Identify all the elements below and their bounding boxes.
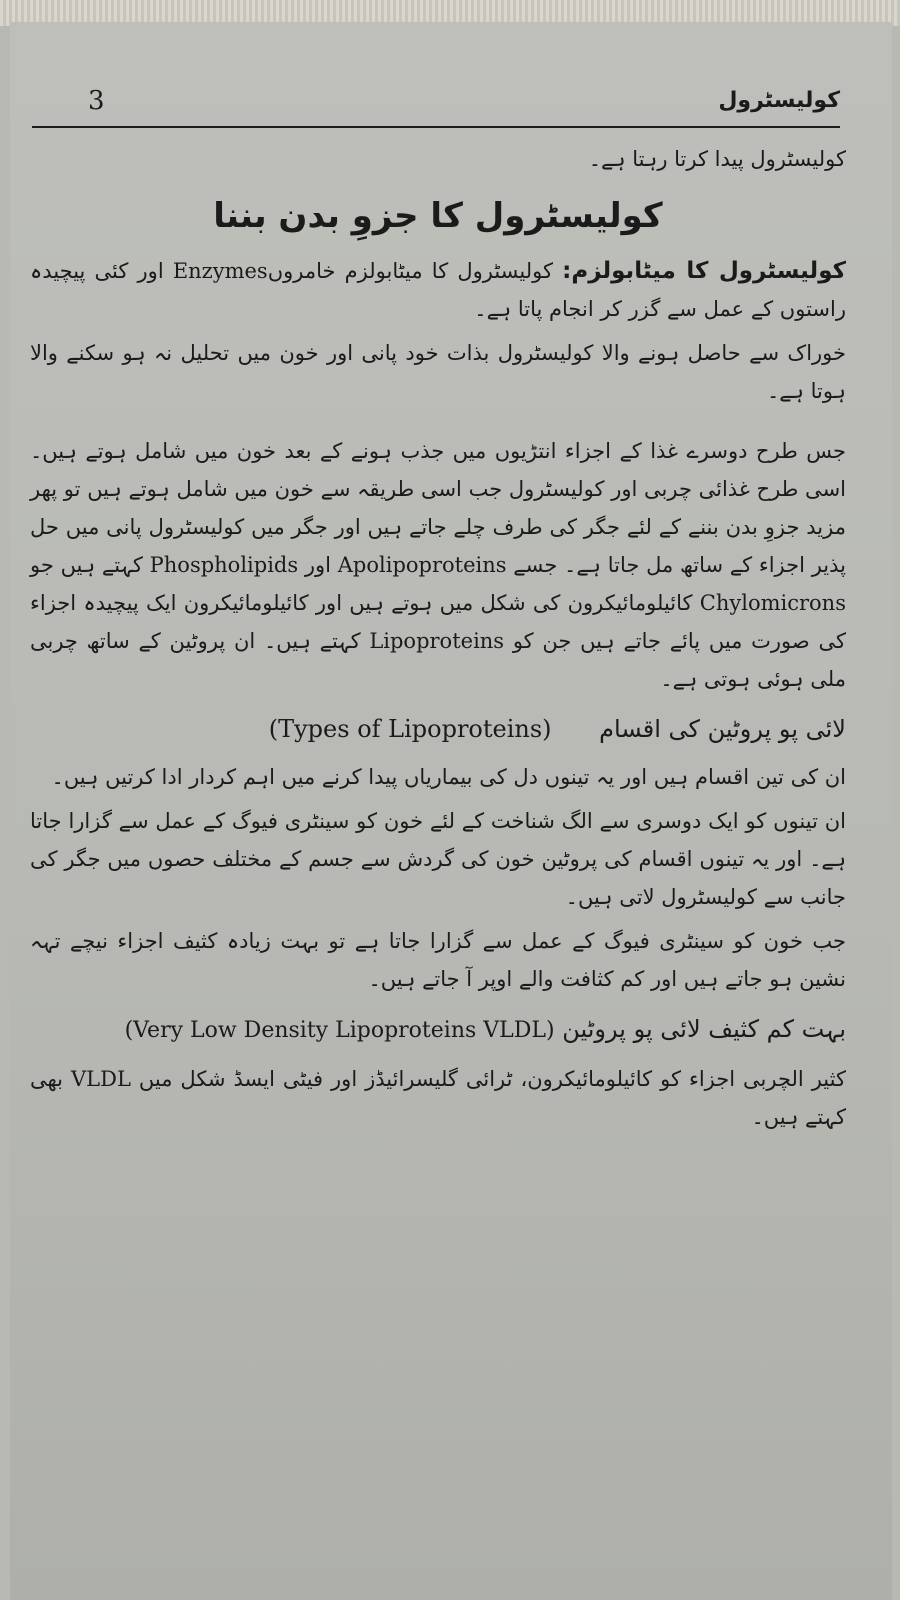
- paragraph-density: جب خون کو سینٹری فیوگ کے عمل سے گزارا جاتا ہے تو بہت زیادہ کثیف اجزاء نیچے تہہ نشین ہو جاتے ہیں اور کم کثافت والے اوپر آ جاتے ہیں۔: [30, 929, 846, 991]
- paragraph-vldl: [30, 1060, 846, 1136]
- text-run: کائیلومائیکرون کی شکل میں ہوتے ہیں اور کائیلومائیکرون ایک پیچیدہ اجزاء کی صورت میں پائے جاتے ہیں جن کو: [30, 591, 846, 653]
- subheading-urdu: لائی پو پروٹین کی اقسام: [599, 715, 846, 743]
- header-rule: [32, 126, 840, 128]
- term-enzymes: Enzymes: [172, 259, 268, 283]
- text-run: جس طرح دوسرے غذا کے اجزاء انتڑیوں میں جذب ہونے کے بعد خون میں شامل ہوتے ہیں۔ اسی طرح غذائی چربی اور کولیسٹرول جب اسی طریقہ سے خون میں شامل ہوتے ہیں تو پھر مزید جزوِ بدن بننے کے لئے جگر کی طرف چلے جاتے ہیں اور جگر میں کولیسٹرول پانی میں حل پذیر اجزاء کے ساتھ مل جاتا ہے۔ جسے: [30, 439, 846, 577]
- paragraph-centrifuge: ان تینوں کو ایک دوسری سے الگ شناخت کے لئے خون کو سینٹری فیوگ کے عمل سے گزارا جاتا ہے۔ اور یہ تینوں اقسام کی پروٹین خون کی گردش سے جسم کے مختلف حصوں میں جگر کی جانب سے کولیسٹرول لاتی ہیں۔: [30, 809, 846, 909]
- paragraph-metabolism: [30, 252, 846, 328]
- page-header: [32, 86, 840, 126]
- page-number: 3: [88, 86, 105, 116]
- subheading-english: (Very Low Density Lipoproteins VLDL): [124, 1018, 555, 1043]
- paragraph-absorption: [30, 432, 846, 698]
- paragraph-three-types: ان کی تین اقسام ہیں اور یہ تینوں دل کی بیماریاں پیدا کرنے میں اہم کردار ادا کرتیں ہیں۔: [51, 765, 846, 789]
- subheading-types: [30, 708, 846, 750]
- subheading-urdu: بہت کم کثیف لائی پو پروٹین: [562, 1015, 846, 1043]
- paragraph-insoluble: خوراک سے حاصل ہونے والا کولیسٹرول بذات خود پانی اور خون میں تحلیل نہ ہو سکنے والا ہوتا ہے۔: [30, 341, 846, 403]
- text-run: کہتے ہیں۔ ان پروٹین کے ساتھ چربی ملی ہوئی ہوتی ہے۔: [30, 629, 846, 691]
- paragraph-continuation: کولیسٹرول پیدا کرتا رہتا ہے۔: [588, 147, 846, 171]
- running-title: کولیسٹرول: [718, 88, 840, 113]
- term-chylomicrons: Chylomicrons: [699, 591, 846, 615]
- term-phospholipids: Phospholipids: [149, 553, 299, 577]
- page-body: [30, 140, 846, 1142]
- section-heading: کولیسٹرول کا جزوِ بدن بننا: [213, 196, 663, 236]
- text-run: کولیسٹرول کا میٹابولزم خامروں: [267, 259, 553, 283]
- text-run: اور: [304, 553, 332, 577]
- term-lipoproteins: Lipoproteins: [369, 629, 505, 653]
- subheading-english: (Types of Lipoproteins): [268, 715, 552, 743]
- paragraph-lead: کولیسٹرول کا میٹابولزم:: [562, 258, 846, 284]
- term-vldl: VLDL: [71, 1067, 131, 1091]
- text-run: کثیر الچربی اجزاء کو کائیلومائیکرون، ٹرائی گلیسرائیڈز اور فیٹی ایسڈ شکل میں: [138, 1067, 846, 1091]
- text-run: اور کئی پیچیدہ راستوں کے عمل سے گزر کر انجام پاتا ہے۔: [30, 259, 846, 321]
- text-run: بھی کہتے ہیں۔: [30, 1067, 846, 1129]
- term-apolipoproteins: Apolipoproteins: [337, 553, 507, 577]
- subheading-vldl: [30, 1008, 846, 1052]
- text-run: کہتے ہیں جو: [30, 553, 143, 577]
- book-page: [10, 22, 892, 1600]
